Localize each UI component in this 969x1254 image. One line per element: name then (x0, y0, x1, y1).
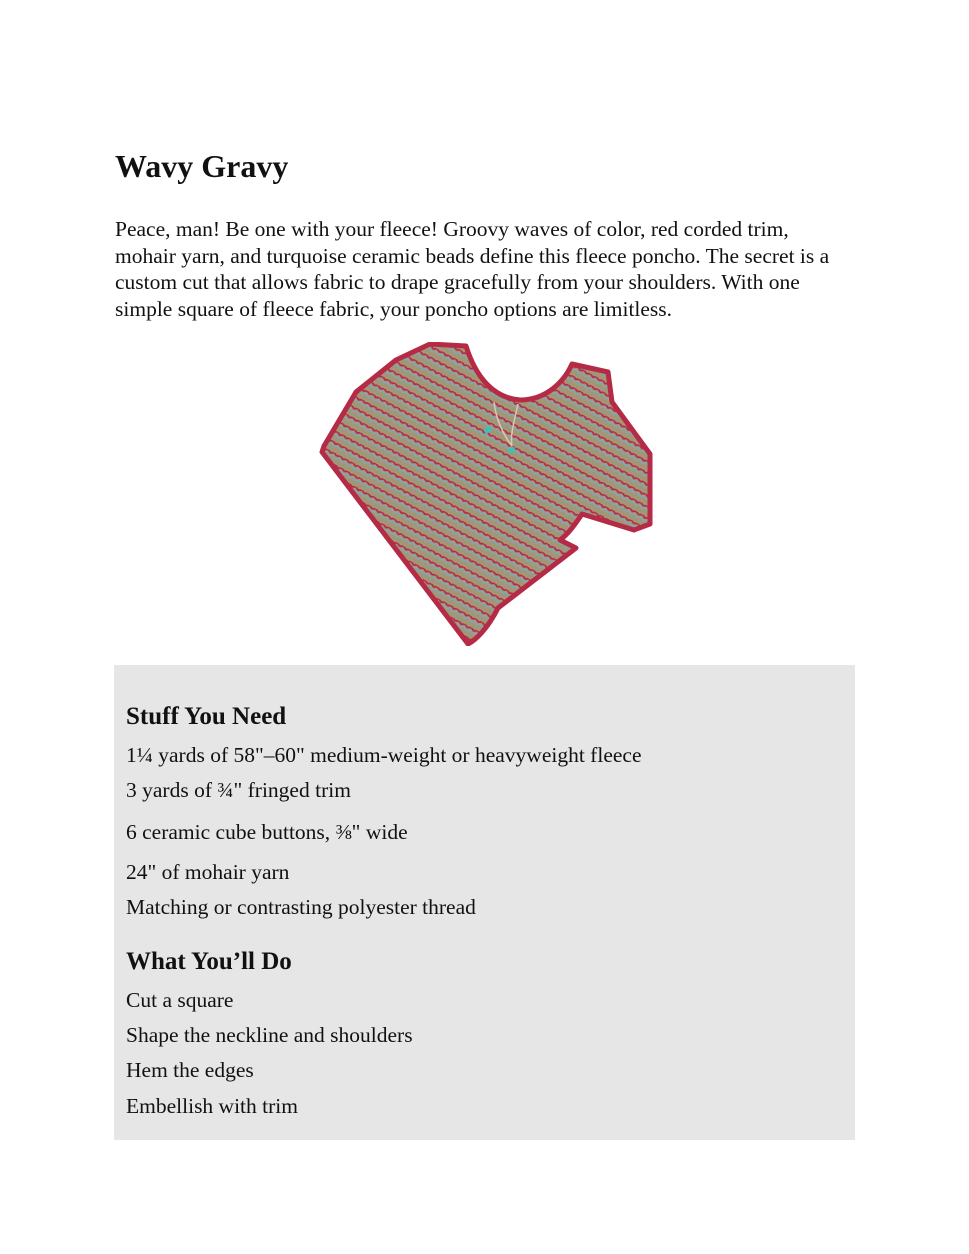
materials-sidebar (114, 665, 855, 1140)
poncho-body (322, 344, 650, 644)
step-item: Embellish with trim (126, 1094, 298, 1118)
step-item: Shape the neckline and shoulders (126, 1023, 413, 1047)
needs-item: 24" of mohair yarn (126, 860, 290, 884)
needs-item: Matching or contrasting polyester thread (126, 895, 476, 919)
page-title: Wavy Gravy (115, 148, 289, 184)
needs-item: 1¼ yards of 58"–60" medium-weight or heavyweight fleece (126, 743, 642, 767)
intro-paragraph: Peace, man! Be one with your fleece! Groovy waves of color, red corded trim, mohair yarn, and turquoise ceramic beads define this fleece poncho. The secret is a custom cut that allows fabric to drape gracefully from your shoulders. With one simple square of fleece fabric, your poncho options are limitless. (115, 217, 830, 321)
needs-item: 3 yards of ¾" fringed trim (126, 778, 351, 802)
needs-item: 6 ceramic cube buttons, ⅜" wide (126, 820, 408, 844)
steps-heading: What You’ll Do (126, 948, 292, 975)
step-item: Hem the edges (126, 1058, 254, 1082)
needs-heading: Stuff You Need (126, 703, 287, 730)
step-item: Cut a square (126, 988, 234, 1012)
poncho-photo (318, 342, 654, 646)
